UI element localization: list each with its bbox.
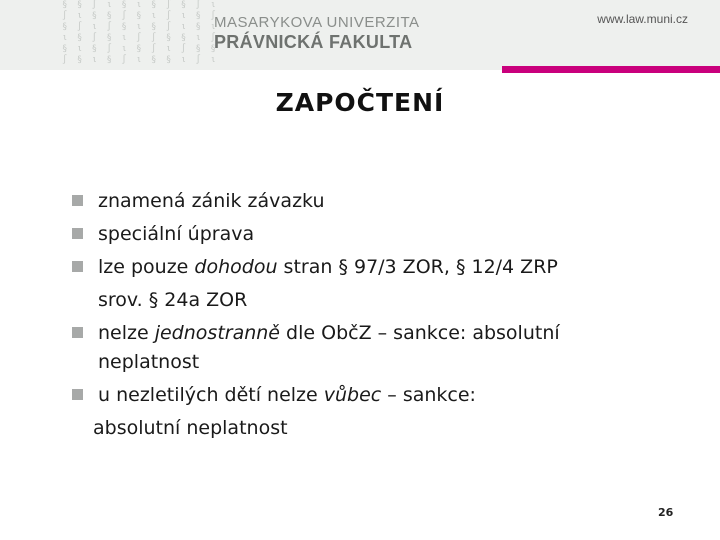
bullet-item <box>70 251 670 284</box>
bullet-text: – sankce: <box>381 384 476 406</box>
bullet-continuation <box>70 412 670 445</box>
bullet-text: srov. § 24a ZOR <box>98 289 248 311</box>
bullet-text: lze pouze <box>98 256 195 278</box>
square-bullet-icon <box>72 228 83 239</box>
bullet-item <box>70 218 670 251</box>
bullet-emphasis: dohodou <box>194 256 278 278</box>
bullet-text: dle ObčZ – sankce: absolutní <box>280 322 560 344</box>
bullet-text: znamená zánik závazku <box>98 190 325 212</box>
bullet-item <box>70 317 670 379</box>
bullet-text: nelze <box>98 322 155 344</box>
bullet-text: stran § 97/3 ZOR, § 12/4 ZRP <box>277 256 558 278</box>
bullet-item <box>70 185 670 218</box>
bullet-emphasis: vůbec <box>323 384 382 406</box>
square-bullet-icon <box>72 261 83 272</box>
accent-bar <box>502 66 720 73</box>
bullet-text: absolutní neplatnost <box>93 417 288 439</box>
paragraph-sign-pattern-icon: § § ∫ ι § ι § ∫ § ∫ ι ∫ ι § § ∫ § ι ∫ ι § ∫ § ∫ ι ∫ § ι § ∫ ι § ι ι § ∫ § ι ∫ ∫ § § ι ∫ § ι § ∫ ι § ∫ ι ∫ § § ∫ § ι § ∫ ι § § ι ∫ ι <box>62 0 218 65</box>
page-number: 26 <box>658 506 674 519</box>
bullet-text: u nezletilých dětí nelze <box>98 384 324 406</box>
bullet-text: speciální úprava <box>98 223 255 245</box>
slide-title: ZAPOČTENÍ <box>275 88 445 117</box>
faculty-name: PRÁVNICKÁ FAKULTA <box>214 32 413 52</box>
square-bullet-icon <box>72 195 83 206</box>
bullet-text: neplatnost <box>98 351 200 373</box>
header-band <box>0 0 720 70</box>
bullet-list <box>70 185 670 445</box>
square-bullet-icon <box>72 389 83 400</box>
university-name: MASARYKOVA UNIVERZITA <box>214 14 420 31</box>
bullet-continuation <box>70 284 670 317</box>
bullet-emphasis: jednostranně <box>154 322 280 344</box>
square-bullet-icon <box>72 327 83 338</box>
bullet-item <box>70 379 670 412</box>
website-url[interactable]: www.law.muni.cz <box>597 12 688 26</box>
